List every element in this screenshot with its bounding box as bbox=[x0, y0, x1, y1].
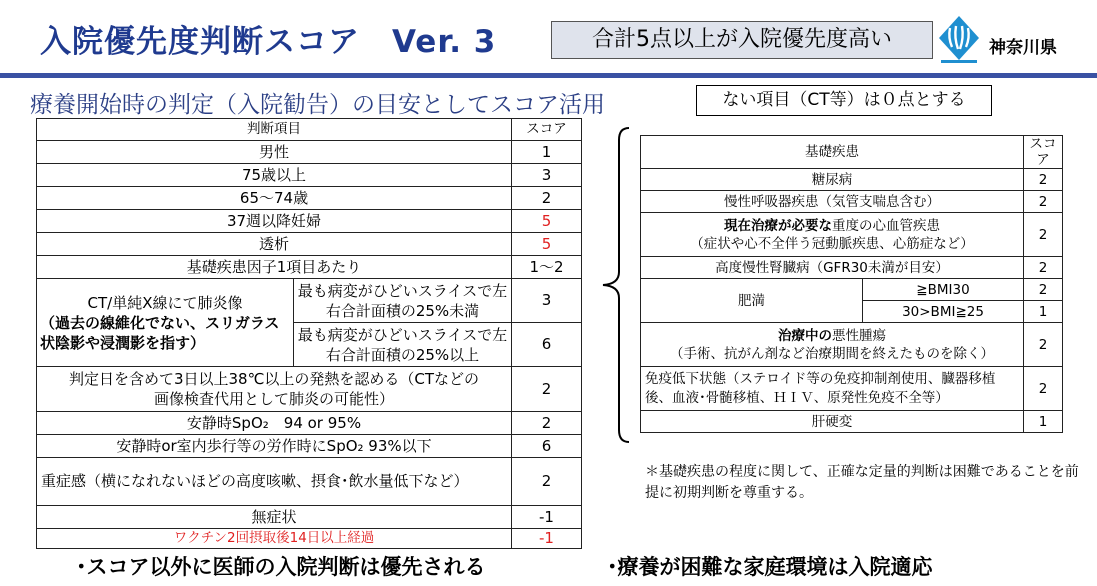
item-cirrhosis: 肝硬変 bbox=[641, 411, 1024, 433]
header-base-disease: 基礎疾患 bbox=[641, 136, 1024, 169]
item-pregnancy: 37週以降妊婦 bbox=[37, 210, 512, 233]
table-row bbox=[37, 529, 582, 549]
score-dialysis: 5 bbox=[512, 233, 582, 256]
score-table bbox=[36, 118, 582, 549]
item-malignancy bbox=[641, 323, 1024, 367]
malignancy-bold: 治療中の bbox=[778, 327, 832, 344]
bottom-note-home: ･療養が困難な家庭環境は入院適応 bbox=[607, 555, 933, 579]
bottom-note-doctor: ･スコア以外に医師の入院判断は優先される bbox=[76, 555, 486, 579]
page-title: 入院優先度判断スコア Ver. 3 bbox=[40, 24, 497, 60]
table-row bbox=[37, 506, 582, 529]
score-ct-over25: 6 bbox=[512, 323, 582, 367]
cardiovascular-sub: （症状や心不全伴う冠動脈疾患、心筋症など） bbox=[690, 235, 974, 252]
score-fever: 2 bbox=[512, 367, 582, 412]
table-row bbox=[37, 210, 582, 233]
item-age75: 75歳以上 bbox=[37, 164, 512, 187]
table-row bbox=[37, 187, 582, 210]
score-age75: 3 bbox=[512, 164, 582, 187]
score-immunodeficiency: 2 bbox=[1024, 367, 1063, 411]
item-chronic-respiratory: 慢性呼吸器疾患（気管支喘息含む） bbox=[641, 191, 1024, 213]
table-row bbox=[37, 233, 582, 256]
item-bmi25: 30>BMI≧25 bbox=[863, 301, 1024, 323]
table-row bbox=[37, 164, 582, 187]
table-row bbox=[37, 435, 582, 458]
item-obesity: 肥満 bbox=[641, 279, 863, 323]
item-ct-over25: 最も病変がひどいスライスで左右合計面積の25%以上 bbox=[294, 323, 512, 367]
item-vaccine: ワクチン2回摂取後14日以上経過 bbox=[37, 529, 512, 549]
score-spo2-rest: 2 bbox=[512, 412, 582, 435]
prefecture-name: 神奈川県 bbox=[989, 38, 1057, 58]
malignancy-sub: （手術、抗がん剤など治療期間を終えたものを除く） bbox=[670, 345, 994, 362]
table-row bbox=[641, 411, 1063, 433]
table-row bbox=[641, 169, 1063, 191]
table-row bbox=[641, 323, 1063, 367]
item-ct bbox=[37, 279, 294, 367]
score-male: 1 bbox=[512, 141, 582, 164]
ct-label-bold: （過去の線維化でない、スリガラス状陰影や浸潤影を指す） bbox=[40, 313, 280, 352]
kanagawa-emblem-icon bbox=[937, 14, 981, 64]
item-bmi30: ≧BMI30 bbox=[863, 279, 1024, 301]
malignancy-rest: 悪性腫瘍 bbox=[832, 327, 886, 344]
table-row bbox=[641, 257, 1063, 279]
table-row bbox=[641, 367, 1063, 411]
table-row bbox=[37, 141, 582, 164]
item-dialysis: 透析 bbox=[37, 233, 512, 256]
table-row bbox=[37, 256, 582, 279]
score-bmi30: 2 bbox=[1024, 279, 1063, 301]
header-item: 判断項目 bbox=[37, 119, 512, 141]
subtitle: 療養開始時の判定（入院勧告）の目安としてスコア活用 bbox=[30, 92, 605, 118]
score-malignancy: 2 bbox=[1024, 323, 1063, 367]
table-row bbox=[37, 367, 582, 412]
score-age65: 2 bbox=[512, 187, 582, 210]
item-cardiovascular bbox=[641, 213, 1024, 257]
item-immunodeficiency: 免疫低下状態（ステロイド等の免疫抑制剤使用、臓器移植後、血液･骨髄移植、ＨＩＶ、原発性免疫不全等） bbox=[641, 367, 1024, 411]
item-ct-under25: 最も病変がひどいスライスで左右合計面積の25%未満 bbox=[294, 279, 512, 323]
header-base-score: スコア bbox=[1024, 136, 1063, 169]
cardiovascular-bold: 現在治療が必要な bbox=[724, 217, 832, 234]
item-spo2-walk: 安静時or室内歩行等の労作時にSpO₂ 93%以下 bbox=[37, 435, 512, 458]
score-severe: 2 bbox=[512, 458, 582, 506]
score-pregnancy: 5 bbox=[512, 210, 582, 233]
score-diabetes: 2 bbox=[1024, 169, 1063, 191]
base-disease-table bbox=[640, 135, 1063, 433]
table-header-row bbox=[641, 136, 1063, 169]
item-male: 男性 bbox=[37, 141, 512, 164]
item-severe: 重症感（横になれないほどの高度咳嗽、摂食･飲水量低下など） bbox=[37, 458, 512, 506]
item-asymptomatic: 無症状 bbox=[37, 506, 512, 529]
table-row bbox=[37, 412, 582, 435]
item-diabetes: 糖尿病 bbox=[641, 169, 1024, 191]
score-ct-under25: 3 bbox=[512, 279, 582, 323]
item-spo2-rest: 安静時SpO₂ 94 or 95% bbox=[37, 412, 512, 435]
header-score: スコア bbox=[512, 119, 582, 141]
table-header-row bbox=[37, 119, 582, 141]
item-base-disease: 基礎疾患因子1項目あたり bbox=[37, 256, 512, 279]
cardiovascular-rest: 重度の心血管疾患 bbox=[832, 217, 940, 234]
zero-point-note: ない項目（CT等）は０点とする bbox=[696, 85, 992, 116]
score-kidney: 2 bbox=[1024, 257, 1063, 279]
curly-brace-icon bbox=[595, 126, 635, 444]
score-spo2-walk: 6 bbox=[512, 435, 582, 458]
score-asymptomatic: -1 bbox=[512, 506, 582, 529]
score-base-disease: 1～2 bbox=[512, 256, 582, 279]
item-kidney: 高度慢性腎臓病（GFR30未満が目安） bbox=[641, 257, 1024, 279]
table-row bbox=[37, 279, 582, 323]
table-row bbox=[641, 191, 1063, 213]
score-vaccine: -1 bbox=[512, 529, 582, 549]
table-row bbox=[37, 458, 582, 506]
table-row bbox=[641, 213, 1063, 257]
item-age65: 65～74歳 bbox=[37, 187, 512, 210]
ct-label-main: CT/単純X線にて肺炎像 bbox=[87, 293, 243, 312]
footnote: ＊基礎疾患の程度に関して、正確な定量的判断は困難であることを前提に初期判断を尊重する。 bbox=[645, 464, 1079, 501]
score-chronic-respiratory: 2 bbox=[1024, 191, 1063, 213]
table-row bbox=[641, 279, 1063, 301]
total-score-note: 合計5点以上が入院優先度高い bbox=[551, 21, 933, 59]
score-cirrhosis: 1 bbox=[1024, 411, 1063, 433]
score-bmi25: 1 bbox=[1024, 301, 1063, 323]
header-divider bbox=[0, 73, 1097, 78]
score-cardiovascular: 2 bbox=[1024, 213, 1063, 257]
item-fever: 判定日を含めて3日以上38℃以上の発熱を認める（CTなどの画像検査代用として肺炎の可能性） bbox=[37, 367, 512, 412]
